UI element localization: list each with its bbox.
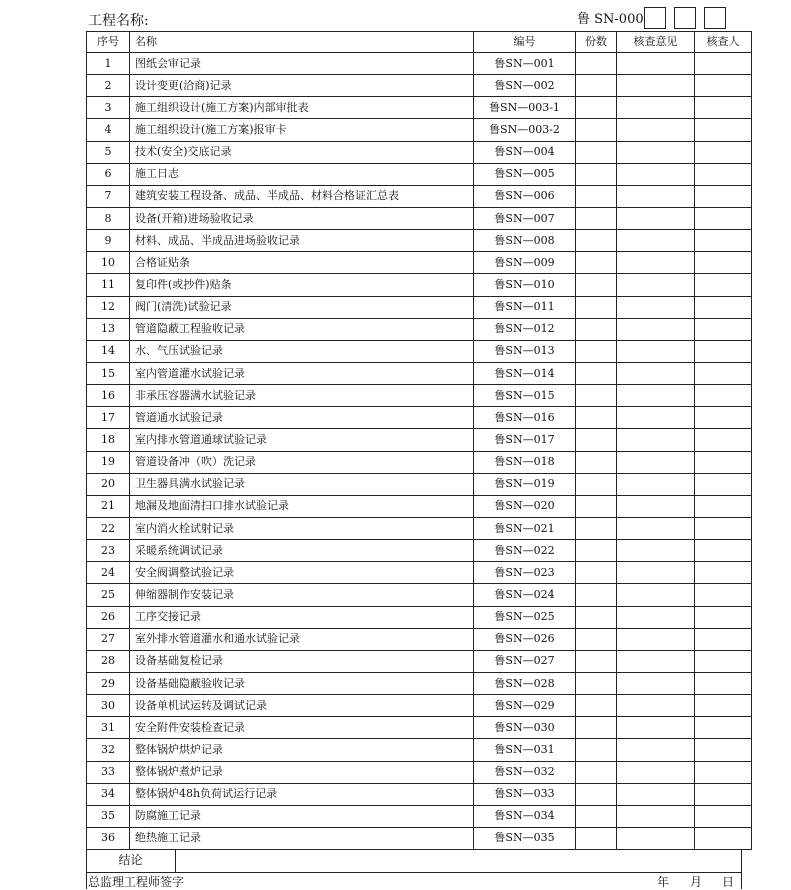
row-opinion-cell bbox=[617, 451, 695, 473]
row-opinion-cell bbox=[617, 318, 695, 340]
table-row bbox=[87, 97, 752, 119]
row-code: 鲁SN—012 bbox=[474, 318, 576, 340]
row-code: 鲁SN—010 bbox=[474, 274, 576, 296]
row-code: 鲁SN—003-2 bbox=[474, 119, 576, 141]
row-checker-cell bbox=[695, 761, 752, 783]
row-index: 1 bbox=[87, 53, 130, 75]
table-row bbox=[87, 540, 752, 562]
row-count-cell bbox=[576, 650, 617, 672]
table-row bbox=[87, 695, 752, 717]
row-checker-cell bbox=[695, 185, 752, 207]
table-row bbox=[87, 739, 752, 761]
row-checker-cell bbox=[695, 695, 752, 717]
date-year-label: 年 bbox=[657, 875, 670, 889]
row-checker-cell bbox=[695, 385, 752, 407]
row-code: 鲁SN—025 bbox=[474, 606, 576, 628]
row-checker-cell bbox=[695, 407, 752, 429]
row-count-cell bbox=[576, 185, 617, 207]
row-count-cell bbox=[576, 207, 617, 229]
row-count-cell bbox=[576, 274, 617, 296]
row-checker-cell bbox=[695, 230, 752, 252]
col-index-header: 序号 bbox=[87, 32, 130, 53]
row-name: 室内管道灌水试验记录 bbox=[130, 362, 474, 384]
row-opinion-cell bbox=[617, 783, 695, 805]
signature-label: 总监理工程师签字 bbox=[88, 875, 185, 889]
row-name: 工序交接记录 bbox=[130, 606, 474, 628]
row-index: 33 bbox=[87, 761, 130, 783]
row-checker-cell bbox=[695, 362, 752, 384]
row-checker-cell bbox=[695, 429, 752, 451]
row-checker-cell bbox=[695, 119, 752, 141]
row-name: 整体锅炉煮炉记录 bbox=[130, 761, 474, 783]
row-count-cell bbox=[576, 75, 617, 97]
table-row bbox=[87, 207, 752, 229]
row-opinion-cell bbox=[617, 385, 695, 407]
table-row bbox=[87, 606, 752, 628]
row-opinion-cell bbox=[617, 584, 695, 606]
table-row bbox=[87, 230, 752, 252]
row-index: 32 bbox=[87, 739, 130, 761]
row-opinion-cell bbox=[617, 650, 695, 672]
row-checker-cell bbox=[695, 318, 752, 340]
table-row bbox=[87, 672, 752, 694]
row-count-cell bbox=[576, 385, 617, 407]
row-code: 鲁SN—026 bbox=[474, 628, 576, 650]
row-opinion-cell bbox=[617, 163, 695, 185]
row-name: 采暖系统调试记录 bbox=[130, 540, 474, 562]
col-name-header: 名称 bbox=[130, 32, 474, 53]
row-checker-cell bbox=[695, 75, 752, 97]
row-opinion-cell bbox=[617, 739, 695, 761]
row-code: 鲁SN—007 bbox=[474, 207, 576, 229]
table-row bbox=[87, 362, 752, 384]
row-opinion-cell bbox=[617, 53, 695, 75]
row-code: 鲁SN—013 bbox=[474, 340, 576, 362]
table-row bbox=[87, 274, 752, 296]
table-row bbox=[87, 451, 752, 473]
row-name: 管道设备冲（吹）洗记录 bbox=[130, 451, 474, 473]
row-checker-cell bbox=[695, 628, 752, 650]
row-index: 19 bbox=[87, 451, 130, 473]
table-row bbox=[87, 761, 752, 783]
row-index: 35 bbox=[87, 805, 130, 827]
row-name: 管道隐蔽工程验收记录 bbox=[130, 318, 474, 340]
table-row bbox=[87, 584, 752, 606]
row-name: 合格证贴条 bbox=[130, 252, 474, 274]
row-checker-cell bbox=[695, 97, 752, 119]
table-row bbox=[87, 827, 752, 849]
row-index: 16 bbox=[87, 385, 130, 407]
row-opinion-cell bbox=[617, 362, 695, 384]
row-code: 鲁SN—018 bbox=[474, 451, 576, 473]
row-name: 设计变更(洽商)记录 bbox=[130, 75, 474, 97]
row-index: 2 bbox=[87, 75, 130, 97]
table-row bbox=[87, 717, 752, 739]
row-opinion-cell bbox=[617, 495, 695, 517]
row-opinion-cell bbox=[617, 628, 695, 650]
row-code: 鲁SN—003-1 bbox=[474, 97, 576, 119]
row-opinion-cell bbox=[617, 606, 695, 628]
row-name: 整体锅炉48h负荷试运行记录 bbox=[130, 783, 474, 805]
code-box-3 bbox=[704, 7, 726, 29]
row-checker-cell bbox=[695, 473, 752, 495]
row-count-cell bbox=[576, 495, 617, 517]
row-index: 34 bbox=[87, 783, 130, 805]
row-code: 鲁SN—020 bbox=[474, 495, 576, 517]
row-count-cell bbox=[576, 407, 617, 429]
row-opinion-cell bbox=[617, 695, 695, 717]
row-count-cell bbox=[576, 429, 617, 451]
row-checker-cell bbox=[695, 163, 752, 185]
row-count-cell bbox=[576, 628, 617, 650]
row-index: 20 bbox=[87, 473, 130, 495]
row-opinion-cell bbox=[617, 517, 695, 539]
table-header-row bbox=[87, 32, 752, 53]
row-name: 室外排水管道灌水和通水试验记录 bbox=[130, 628, 474, 650]
row-name: 卫生器具满水试验记录 bbox=[130, 473, 474, 495]
row-index: 24 bbox=[87, 562, 130, 584]
row-opinion-cell bbox=[617, 672, 695, 694]
row-checker-cell bbox=[695, 606, 752, 628]
row-count-cell bbox=[576, 584, 617, 606]
row-checker-cell bbox=[695, 252, 752, 274]
date-month-label: 月 bbox=[690, 875, 703, 889]
row-name: 建筑安装工程设备、成品、半成品、材料合格证汇总表 bbox=[130, 185, 474, 207]
conclusion-frame bbox=[86, 849, 742, 889]
row-name: 绝热施工记录 bbox=[130, 827, 474, 849]
table-row bbox=[87, 562, 752, 584]
row-checker-cell bbox=[695, 340, 752, 362]
row-opinion-cell bbox=[617, 252, 695, 274]
row-count-cell bbox=[576, 783, 617, 805]
table-row bbox=[87, 650, 752, 672]
table-row bbox=[87, 119, 752, 141]
table-row bbox=[87, 185, 752, 207]
row-code: 鲁SN—002 bbox=[474, 75, 576, 97]
row-name: 施工组织设计(施工方案)内部审批表 bbox=[130, 97, 474, 119]
row-code: 鲁SN—021 bbox=[474, 517, 576, 539]
row-code: 鲁SN—028 bbox=[474, 672, 576, 694]
row-code: 鲁SN—015 bbox=[474, 385, 576, 407]
row-name: 施工组织设计(施工方案)报审卡 bbox=[130, 119, 474, 141]
row-code: 鲁SN—011 bbox=[474, 296, 576, 318]
row-name: 室内消火栓试射记录 bbox=[130, 517, 474, 539]
row-index: 18 bbox=[87, 429, 130, 451]
table-row bbox=[87, 163, 752, 185]
code-box-2 bbox=[674, 7, 696, 29]
row-name: 设备(开箱)进场验收记录 bbox=[130, 207, 474, 229]
row-checker-cell bbox=[695, 451, 752, 473]
row-checker-cell bbox=[695, 141, 752, 163]
row-code: 鲁SN—029 bbox=[474, 695, 576, 717]
row-count-cell bbox=[576, 296, 617, 318]
records-body bbox=[87, 53, 752, 850]
row-opinion-cell bbox=[617, 407, 695, 429]
row-count-cell bbox=[576, 695, 617, 717]
table-row bbox=[87, 53, 752, 75]
row-code: 鲁SN—004 bbox=[474, 141, 576, 163]
row-count-cell bbox=[576, 252, 617, 274]
row-opinion-cell bbox=[617, 540, 695, 562]
date-day-label: 日 bbox=[722, 875, 735, 889]
row-index: 25 bbox=[87, 584, 130, 606]
table-row bbox=[87, 495, 752, 517]
conclusion-divider bbox=[86, 872, 742, 873]
row-index: 9 bbox=[87, 230, 130, 252]
row-count-cell bbox=[576, 473, 617, 495]
row-count-cell bbox=[576, 672, 617, 694]
row-count-cell bbox=[576, 340, 617, 362]
row-count-cell bbox=[576, 540, 617, 562]
row-index: 17 bbox=[87, 407, 130, 429]
row-opinion-cell bbox=[617, 185, 695, 207]
row-name: 整体锅炉烘炉记录 bbox=[130, 739, 474, 761]
row-index: 36 bbox=[87, 827, 130, 849]
col-code-header: 编号 bbox=[474, 32, 576, 53]
row-count-cell bbox=[576, 230, 617, 252]
row-name: 材料、成品、半成品进场验收记录 bbox=[130, 230, 474, 252]
row-opinion-cell bbox=[617, 717, 695, 739]
row-code: 鲁SN—031 bbox=[474, 739, 576, 761]
form-code-label: 鲁 SN-000 bbox=[577, 12, 644, 27]
row-index: 15 bbox=[87, 362, 130, 384]
row-code: 鲁SN—014 bbox=[474, 362, 576, 384]
row-index: 22 bbox=[87, 517, 130, 539]
row-code: 鲁SN—034 bbox=[474, 805, 576, 827]
row-code: 鲁SN—019 bbox=[474, 473, 576, 495]
row-opinion-cell bbox=[617, 207, 695, 229]
row-count-cell bbox=[576, 739, 617, 761]
row-code: 鲁SN—035 bbox=[474, 827, 576, 849]
row-checker-cell bbox=[695, 672, 752, 694]
row-code: 鲁SN—008 bbox=[474, 230, 576, 252]
row-opinion-cell bbox=[617, 230, 695, 252]
row-index: 27 bbox=[87, 628, 130, 650]
row-count-cell bbox=[576, 717, 617, 739]
row-name: 非承压容器满水试验记录 bbox=[130, 385, 474, 407]
row-index: 8 bbox=[87, 207, 130, 229]
row-name: 室内排水管道通球试验记录 bbox=[130, 429, 474, 451]
row-index: 3 bbox=[87, 97, 130, 119]
row-checker-cell bbox=[695, 739, 752, 761]
row-code: 鲁SN—005 bbox=[474, 163, 576, 185]
row-count-cell bbox=[576, 362, 617, 384]
row-code: 鲁SN—022 bbox=[474, 540, 576, 562]
row-opinion-cell bbox=[617, 761, 695, 783]
row-code: 鲁SN—017 bbox=[474, 429, 576, 451]
row-code: 鲁SN—009 bbox=[474, 252, 576, 274]
row-code: 鲁SN—032 bbox=[474, 761, 576, 783]
row-count-cell bbox=[576, 517, 617, 539]
row-count-cell bbox=[576, 805, 617, 827]
code-box-1 bbox=[644, 7, 666, 29]
row-opinion-cell bbox=[617, 97, 695, 119]
row-index: 13 bbox=[87, 318, 130, 340]
row-opinion-cell bbox=[617, 141, 695, 163]
row-count-cell bbox=[576, 119, 617, 141]
row-code: 鲁SN—016 bbox=[474, 407, 576, 429]
row-name: 复印件(或抄件)贴条 bbox=[130, 274, 474, 296]
row-checker-cell bbox=[695, 296, 752, 318]
row-index: 21 bbox=[87, 495, 130, 517]
row-name: 水、气压试验记录 bbox=[130, 340, 474, 362]
row-checker-cell bbox=[695, 207, 752, 229]
row-name: 地漏及地面清扫口排水试验记录 bbox=[130, 495, 474, 517]
row-opinion-cell bbox=[617, 473, 695, 495]
row-count-cell bbox=[576, 562, 617, 584]
col-opinion-header: 核查意见 bbox=[617, 32, 695, 53]
row-index: 7 bbox=[87, 185, 130, 207]
row-count-cell bbox=[576, 141, 617, 163]
row-index: 10 bbox=[87, 252, 130, 274]
row-name: 安全附件安装检查记录 bbox=[130, 717, 474, 739]
row-count-cell bbox=[576, 318, 617, 340]
row-opinion-cell bbox=[617, 119, 695, 141]
row-code: 鲁SN—006 bbox=[474, 185, 576, 207]
row-opinion-cell bbox=[617, 805, 695, 827]
row-checker-cell bbox=[695, 274, 752, 296]
row-opinion-cell bbox=[617, 827, 695, 849]
row-checker-cell bbox=[695, 827, 752, 849]
row-checker-cell bbox=[695, 495, 752, 517]
row-name: 施工日志 bbox=[130, 163, 474, 185]
col-count-header: 份数 bbox=[576, 32, 617, 53]
row-index: 31 bbox=[87, 717, 130, 739]
row-opinion-cell bbox=[617, 274, 695, 296]
row-count-cell bbox=[576, 163, 617, 185]
row-checker-cell bbox=[695, 805, 752, 827]
table-row bbox=[87, 141, 752, 163]
row-checker-cell bbox=[695, 650, 752, 672]
row-index: 28 bbox=[87, 650, 130, 672]
row-checker-cell bbox=[695, 53, 752, 75]
row-code: 鲁SN—033 bbox=[474, 783, 576, 805]
table-row bbox=[87, 75, 752, 97]
row-count-cell bbox=[576, 606, 617, 628]
row-count-cell bbox=[576, 53, 617, 75]
table-row bbox=[87, 628, 752, 650]
row-count-cell bbox=[576, 97, 617, 119]
row-name: 图纸会审记录 bbox=[130, 53, 474, 75]
row-index: 26 bbox=[87, 606, 130, 628]
row-code: 鲁SN—001 bbox=[474, 53, 576, 75]
table-row bbox=[87, 429, 752, 451]
conclusion-label: 结论 bbox=[86, 849, 176, 872]
table-row bbox=[87, 517, 752, 539]
row-count-cell bbox=[576, 451, 617, 473]
row-code: 鲁SN—023 bbox=[474, 562, 576, 584]
row-checker-cell bbox=[695, 584, 752, 606]
col-checker-header: 核查人 bbox=[695, 32, 752, 53]
row-index: 23 bbox=[87, 540, 130, 562]
table-row bbox=[87, 783, 752, 805]
table-row bbox=[87, 407, 752, 429]
table-row bbox=[87, 805, 752, 827]
row-checker-cell bbox=[695, 562, 752, 584]
row-count-cell bbox=[576, 761, 617, 783]
row-opinion-cell bbox=[617, 340, 695, 362]
row-name: 管道通水试验记录 bbox=[130, 407, 474, 429]
row-index: 29 bbox=[87, 672, 130, 694]
records-table bbox=[86, 31, 752, 850]
row-index: 14 bbox=[87, 340, 130, 362]
row-checker-cell bbox=[695, 517, 752, 539]
row-code: 鲁SN—030 bbox=[474, 717, 576, 739]
row-count-cell bbox=[576, 827, 617, 849]
table-row bbox=[87, 473, 752, 495]
row-name: 技术(安全)交底记录 bbox=[130, 141, 474, 163]
row-checker-cell bbox=[695, 717, 752, 739]
row-index: 11 bbox=[87, 274, 130, 296]
row-opinion-cell bbox=[617, 75, 695, 97]
row-opinion-cell bbox=[617, 296, 695, 318]
table-row bbox=[87, 318, 752, 340]
row-index: 5 bbox=[87, 141, 130, 163]
table-row bbox=[87, 296, 752, 318]
table-row bbox=[87, 385, 752, 407]
row-index: 12 bbox=[87, 296, 130, 318]
row-index: 6 bbox=[87, 163, 130, 185]
row-code: 鲁SN—024 bbox=[474, 584, 576, 606]
row-opinion-cell bbox=[617, 562, 695, 584]
row-name: 阀门(清洗)试验记录 bbox=[130, 296, 474, 318]
row-index: 30 bbox=[87, 695, 130, 717]
row-name: 安全阀调整试验记录 bbox=[130, 562, 474, 584]
row-index: 4 bbox=[87, 119, 130, 141]
row-name: 设备单机试运转及调试记录 bbox=[130, 695, 474, 717]
project-name-label: 工程名称: bbox=[88, 13, 149, 29]
row-name: 伸缩器制作安装记录 bbox=[130, 584, 474, 606]
row-name: 设备基础隐蔽验收记录 bbox=[130, 672, 474, 694]
row-name: 设备基础复检记录 bbox=[130, 650, 474, 672]
row-name: 防腐施工记录 bbox=[130, 805, 474, 827]
row-opinion-cell bbox=[617, 429, 695, 451]
row-code: 鲁SN—027 bbox=[474, 650, 576, 672]
row-checker-cell bbox=[695, 540, 752, 562]
table-row bbox=[87, 252, 752, 274]
table-row bbox=[87, 340, 752, 362]
row-checker-cell bbox=[695, 783, 752, 805]
